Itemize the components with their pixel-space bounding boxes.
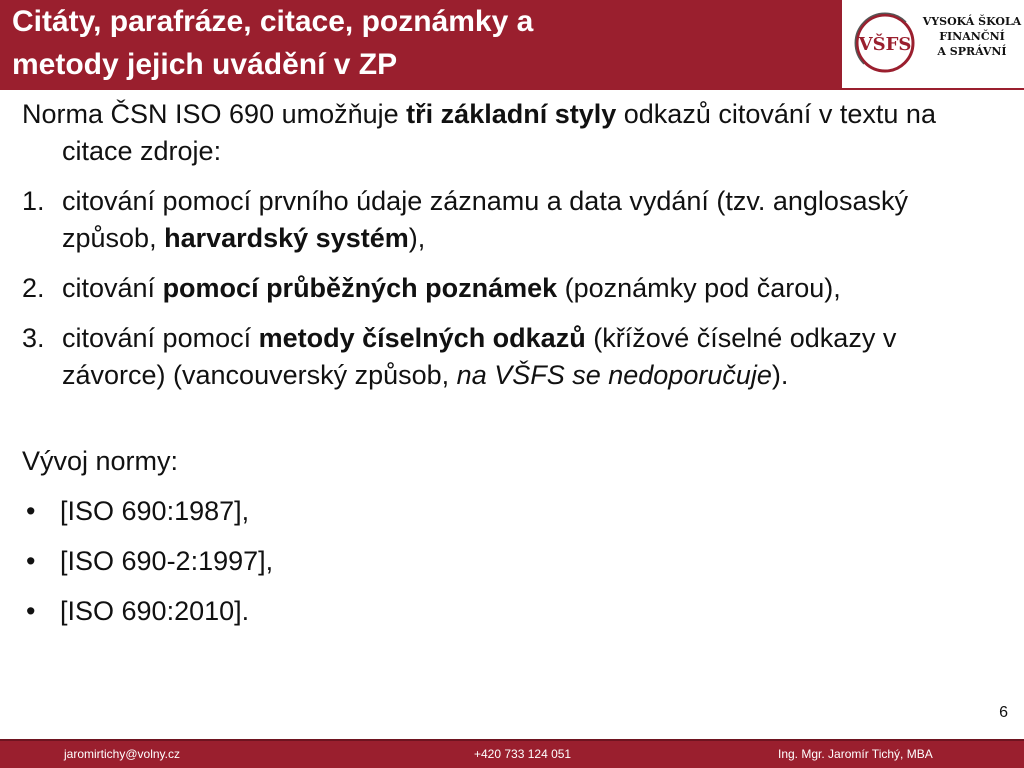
item-number: 2. [22,273,45,303]
item-text: citování [62,273,163,303]
bullet-text: [ISO 690:1987], [60,496,250,526]
vsfs-emblem-icon [854,12,916,74]
bullet-text: [ISO 690:2010]. [60,596,250,626]
logo-monogram: VŠFS [858,34,912,55]
vsfs-logo [842,0,1024,88]
school-name: VYSOKÁ ŠKOLA FINANČNÍ A SPRÁVNÍ [922,15,1022,58]
item-italic: na VŠFS se nedoporučuje [456,360,772,390]
footer-author: Ing. Mgr. Jaromír Tichý, MBA [778,747,933,761]
item-text-end: (poznámky pod čarou), [557,273,841,303]
item-text-end: ). [771,360,789,390]
item-bold: metody číselných odkazů [258,323,586,353]
title-bar [0,0,842,88]
bullet-icon: • [26,546,36,576]
list-item [22,320,1002,394]
footer-bar [0,739,1024,768]
intro-paragraph [22,96,1002,170]
intro-text-1: Norma ČSN ISO 690 umožňuje [22,99,407,129]
item-text: citování pomocí prvního údaje záznamu a data vydání (tzv. anglosaský způsob, [62,186,908,253]
item-text-end: ), [408,223,426,253]
title-divider [0,88,1024,90]
item-number: 3. [22,323,45,353]
bullet-item [22,593,1002,630]
intro-bold: tři základní styly [406,99,617,129]
bullet-icon: • [26,596,36,626]
slide-content [22,96,1002,643]
intro-text-2: odkazů citování v textu na citace zdroje: [62,99,936,166]
item-text: citování pomocí [62,323,259,353]
list-item [22,270,1002,307]
list-item [22,183,1002,257]
item-number: 1. [22,186,45,216]
bullet-item [22,543,1002,580]
page-number: 6 [999,704,1008,721]
footer-phone: +420 733 124 051 [474,747,572,761]
item-bold: harvardský systém [164,223,409,253]
evolution-heading: Vývoj normy: [22,446,179,476]
spacer [22,407,1002,443]
slide-title: Citáty, parafráze, citace, poznámky a metody jejich uvádění v ZP [12,5,534,81]
bullet-icon: • [26,496,36,526]
footer-email: jaromirtichy@volny.cz [64,747,180,761]
item-text-mid: (křížové číselné odkazy v závorce) (vancouverský způsob, [62,323,897,390]
bullet-item [22,493,1002,530]
item-bold: pomocí průběžných poznámek [162,273,558,303]
bullet-text: [ISO 690-2:1997], [60,546,274,576]
